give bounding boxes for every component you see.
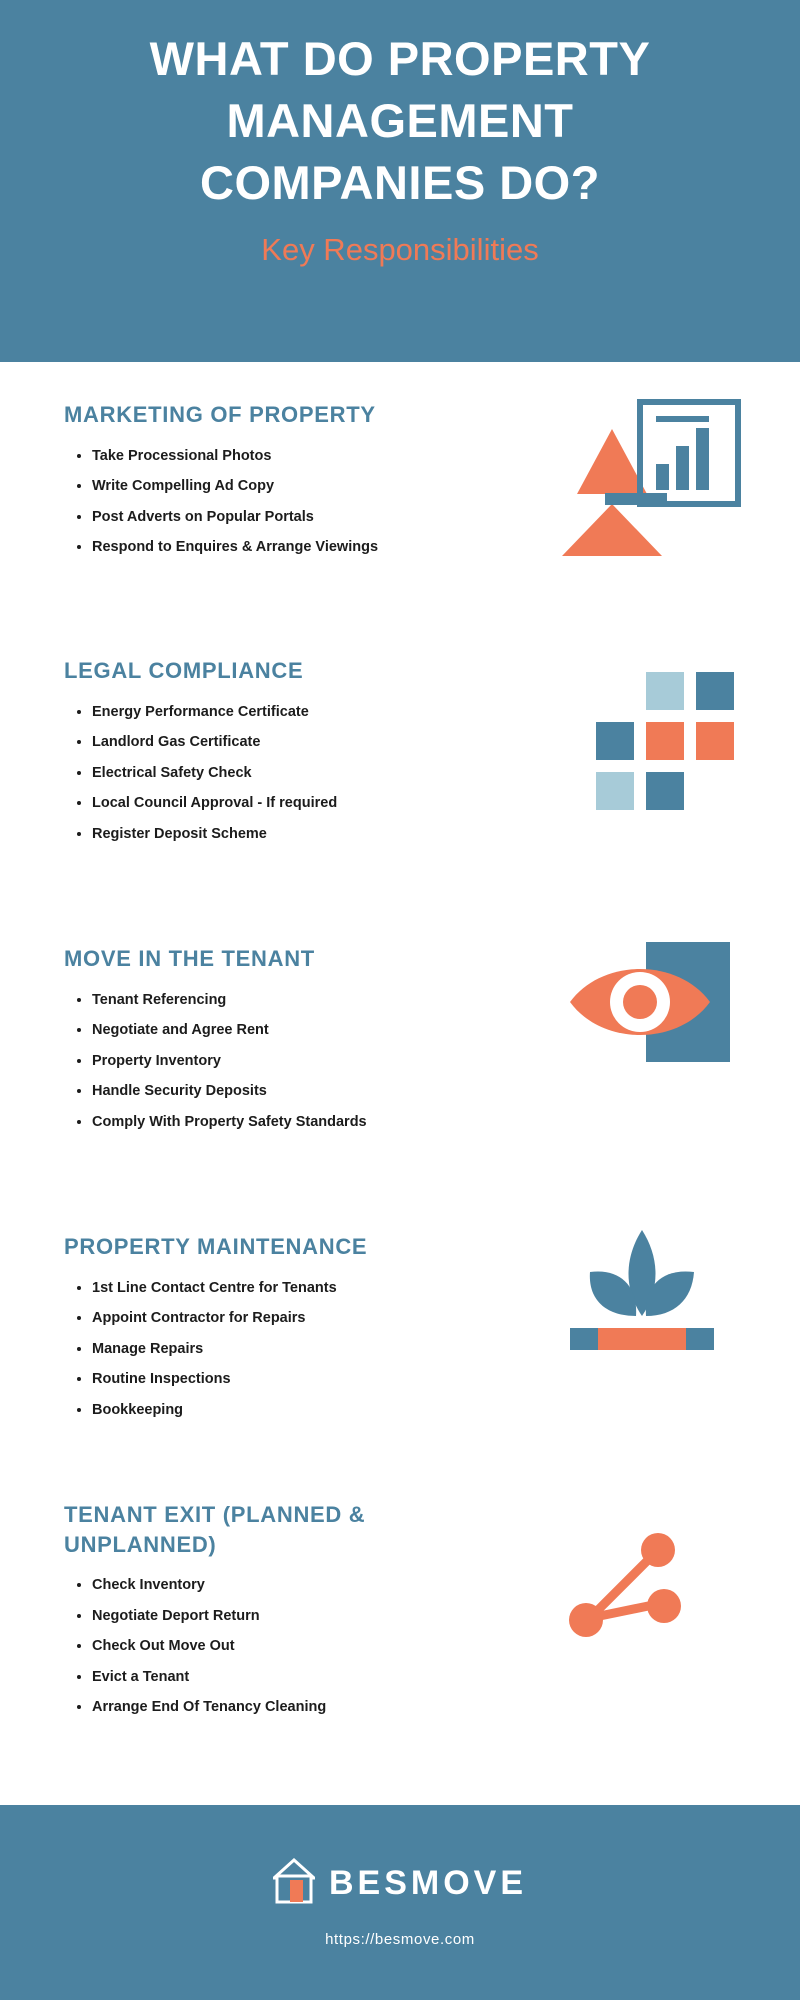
section-marketing-of-property — [0, 400, 800, 596]
house-logo-icon-svg — [273, 1858, 315, 1904]
list-item: • Post Adverts on Popular Portals — [92, 509, 512, 525]
section-legal-compliance — [0, 656, 800, 882]
list-item: • Check Out Move Out — [92, 1638, 512, 1654]
list-item: • Write Compelling Ad Copy — [92, 478, 512, 494]
squares-grid-icon — [578, 664, 778, 824]
list-item: • Routine Inspections — [92, 1371, 512, 1387]
list-item: • Negotiate Deport Return — [92, 1608, 512, 1624]
list-item: • Tenant Referencing — [92, 992, 512, 1008]
list-item: • 1st Line Contact Centre for Tenants — [92, 1280, 512, 1296]
share-nodes-icon — [560, 1528, 760, 1688]
list-item: • Local Council Approval - If required — [92, 795, 512, 811]
eye-icon — [560, 936, 760, 1096]
list-item: • Landlord Gas Certificate — [92, 734, 512, 750]
page-subtitle: Key Responsibilities — [261, 232, 539, 268]
footer — [0, 1805, 800, 2000]
list-item: • Evict a Tenant — [92, 1669, 512, 1685]
eye-icon-svg — [560, 936, 760, 1096]
header — [0, 0, 800, 362]
list-item: • Energy Performance Certificate — [92, 704, 512, 720]
section-title: MOVE IN THE TENANT — [64, 946, 315, 971]
list-item: • Take Processional Photos — [92, 448, 512, 464]
share-nodes-icon-svg — [560, 1528, 760, 1678]
section-property-maintenance — [0, 1232, 800, 1458]
bar-chart-triangle-icon — [552, 394, 752, 554]
section-move-in-the-tenant — [0, 944, 800, 1170]
list-item: • Check Inventory — [92, 1577, 512, 1593]
list-item: • Handle Security Deposits — [92, 1083, 512, 1099]
section-title: MARKETING OF PROPERTY — [64, 402, 376, 427]
section-list — [64, 704, 512, 842]
page-title: WHAT DO PROPERTY MANAGEMENT COMPANIES DO? — [149, 32, 651, 210]
section-title: PROPERTY MAINTENANCE — [64, 1234, 368, 1259]
section-list — [64, 1280, 512, 1418]
house-logo-icon — [273, 1858, 315, 1909]
list-item: • Manage Repairs — [92, 1341, 512, 1357]
section-tenant-exit — [0, 1500, 800, 1732]
footer-url[interactable]: https://besmove.com — [325, 1930, 475, 1948]
section-list — [64, 1577, 512, 1715]
list-item: • Register Deposit Scheme — [92, 826, 512, 842]
list-item: • Negotiate and Agree Rent — [92, 1022, 512, 1038]
list-item: • Appoint Contractor for Repairs — [92, 1310, 512, 1326]
brand-name: BESMOVE — [328, 1863, 528, 1902]
section-list — [64, 992, 512, 1130]
sections-container — [0, 400, 800, 1732]
list-item: • Property Inventory — [92, 1053, 512, 1069]
leaf-plant-icon-svg — [562, 1224, 762, 1384]
list-item: • Arrange End Of Tenancy Cleaning — [92, 1699, 512, 1715]
bar-chart-triangle-icon-svg — [552, 394, 752, 564]
section-list — [64, 448, 512, 555]
list-item: • Comply With Property Safety Standards — [92, 1114, 512, 1130]
section-title: LEGAL COMPLIANCE — [64, 658, 304, 683]
leaf-plant-icon — [562, 1224, 762, 1384]
list-item: • Bookkeeping — [92, 1402, 512, 1418]
section-title: TENANT EXIT (PLANNED & UNPLANNED) — [64, 1502, 366, 1557]
squares-grid-icon-svg — [578, 664, 778, 814]
list-item: • Respond to Enquires & Arrange Viewings — [92, 539, 512, 555]
brand-row — [273, 1858, 527, 1909]
list-item: • Electrical Safety Check — [92, 765, 512, 781]
